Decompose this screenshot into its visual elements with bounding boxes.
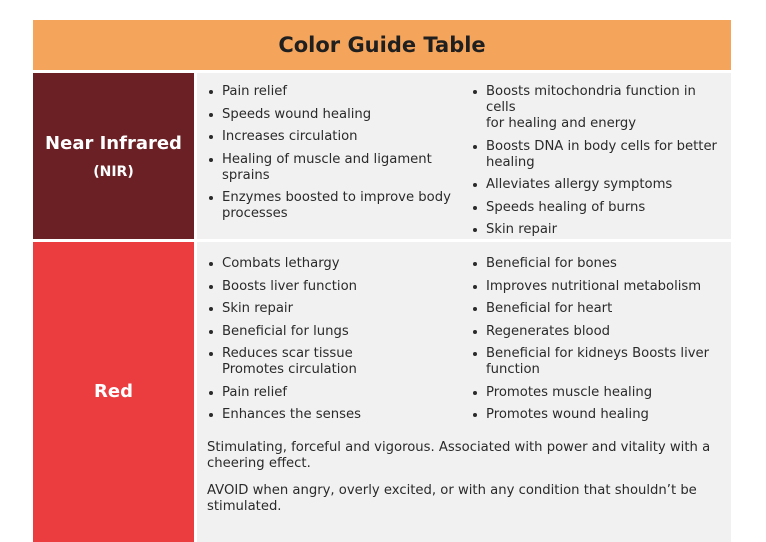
benefits-list-left bbox=[207, 84, 471, 245]
row-red bbox=[33, 242, 731, 542]
list-item: Boosts liver function bbox=[207, 279, 471, 295]
list-item: Enzymes boosted to improve body processes bbox=[207, 190, 471, 222]
list-item: Skin repair bbox=[207, 301, 471, 317]
table-title: Color Guide Table bbox=[33, 20, 731, 70]
list-item: Pain relief bbox=[207, 385, 471, 401]
list-item: Speeds healing of burns bbox=[471, 200, 721, 216]
color-guide-table bbox=[33, 20, 731, 542]
list-item: Pain relief bbox=[207, 84, 471, 100]
list-item: Beneficial for lungs bbox=[207, 324, 471, 340]
row-sublabel: (NIR) bbox=[93, 164, 134, 180]
benefits-list-right bbox=[471, 84, 721, 245]
list-item: Healing of muscle and ligament sprains bbox=[207, 152, 471, 184]
list-item: Beneficial for heart bbox=[471, 301, 721, 317]
row-label-cell bbox=[33, 73, 194, 239]
list-item: Regenerates blood bbox=[471, 324, 721, 340]
list-item: Enhances the senses bbox=[207, 407, 471, 423]
list-item: Beneficial for bones bbox=[471, 256, 721, 272]
list-item: Boosts DNA in body cells for better healing bbox=[471, 139, 721, 171]
row-label: Red bbox=[94, 381, 133, 402]
list-item: Skin repair bbox=[471, 222, 721, 238]
list-item: Improves nutritional metabolism bbox=[471, 279, 721, 295]
list-item: Alleviates allergy symptoms bbox=[471, 177, 721, 193]
row-label: Near Infrared bbox=[45, 133, 182, 154]
row-near-infrared bbox=[33, 73, 731, 239]
list-item: Reduces scar tissue Promotes circulation bbox=[207, 346, 471, 378]
list-item: Promotes muscle healing bbox=[471, 385, 721, 401]
row-content bbox=[197, 242, 731, 542]
list-item: Promotes wound healing bbox=[471, 407, 721, 423]
warning-paragraph: AVOID when angry, overly excited, or with any condition that shouldn’t be stimulated. bbox=[207, 482, 697, 514]
list-item: Combats lethargy bbox=[207, 256, 471, 272]
description-paragraph: Stimulating, forceful and vigorous. Associated with power and vitality with a cheering effect. bbox=[207, 439, 711, 471]
list-item: Increases circulation bbox=[207, 129, 471, 145]
benefits-list-right bbox=[471, 256, 721, 430]
row-content bbox=[197, 73, 731, 239]
list-item: Boosts mitochondria function in cells for healing and energy bbox=[471, 84, 721, 132]
list-item: Speeds wound healing bbox=[207, 107, 471, 123]
benefits-list-left bbox=[207, 256, 471, 430]
list-item: Beneficial for kidneys Boosts liver function bbox=[471, 346, 721, 378]
row-label-cell bbox=[33, 242, 194, 542]
